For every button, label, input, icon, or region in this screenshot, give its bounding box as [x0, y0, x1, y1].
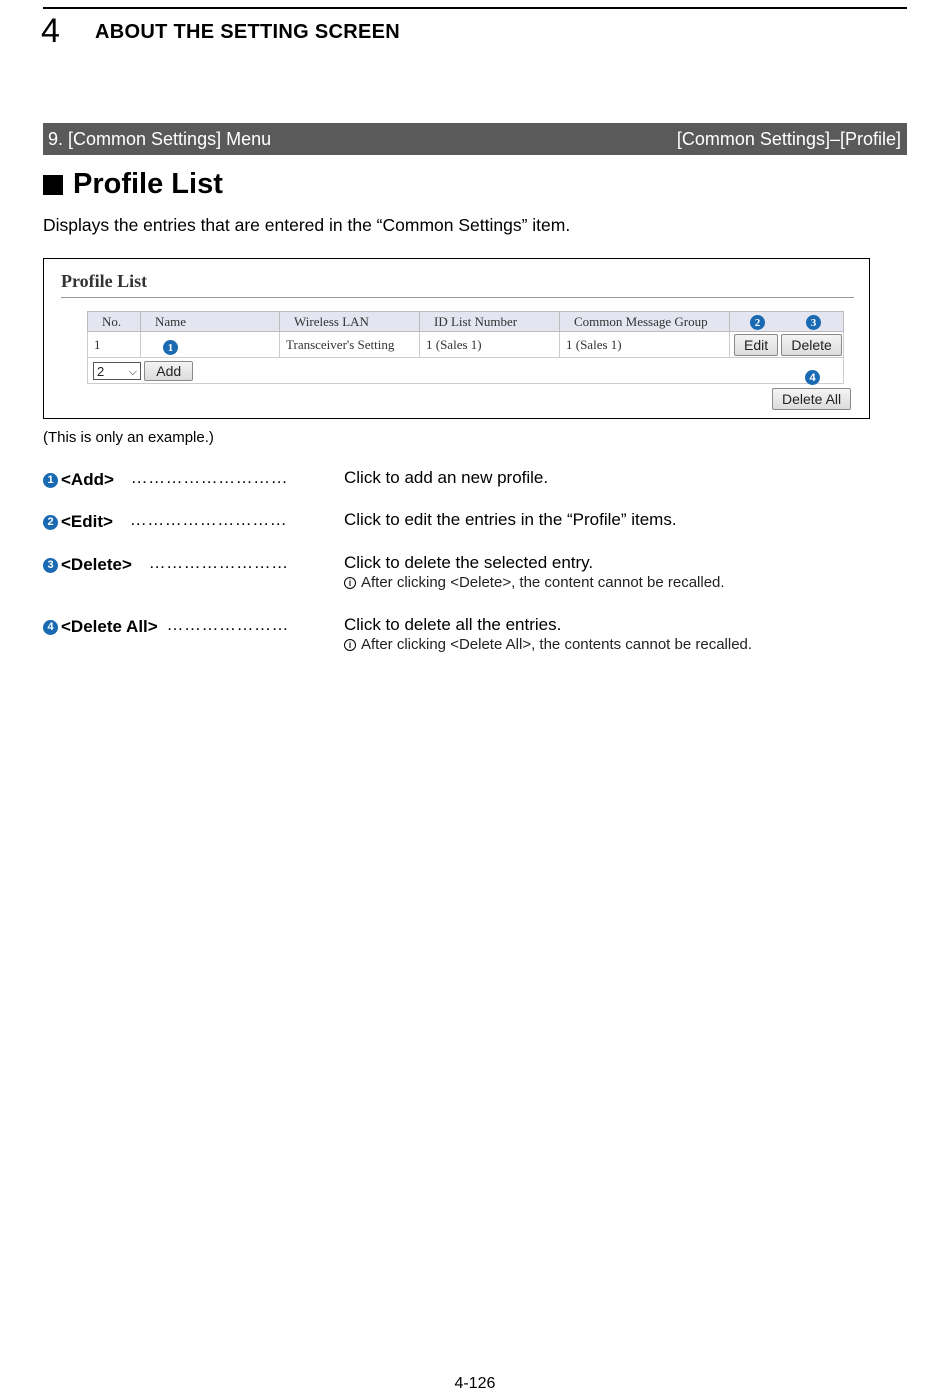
leader-dots: ……………………… [129, 510, 288, 529]
legend-item-edit [43, 510, 287, 532]
chevron-down-icon: ⌵ [128, 365, 137, 378]
legend-label [43, 555, 132, 575]
section-bar [43, 123, 907, 155]
col-header-id-list: ID List Number [420, 312, 560, 332]
callout-badge-3: 3 [806, 315, 821, 330]
screenshot-divider [61, 297, 854, 298]
legend-label [43, 470, 114, 490]
callout-badge-2: 2 [43, 515, 58, 530]
callout-badge-4: 4 [43, 620, 58, 635]
info-icon: i [344, 577, 356, 589]
screenshot-title: Profile List [61, 271, 148, 291]
legend-label-text: <Edit> [61, 512, 113, 531]
col-header-no: No. [88, 312, 141, 332]
page-heading [43, 168, 223, 201]
legend-label-text: <Delete All> [61, 617, 158, 636]
leader-dots: …………………… [148, 553, 289, 572]
leader-dots: ……………………… [130, 468, 289, 487]
profile-number-select[interactable] [93, 362, 141, 380]
cell-id-list: 1 (Sales 1) [420, 332, 560, 358]
section-path: [Common Settings]–[Profile] [676, 128, 901, 149]
legend-item-delete [43, 553, 289, 575]
delete-all-button[interactable]: Delete All [772, 388, 851, 410]
note-text: After clicking <Delete>, the content cannot be recalled. [361, 574, 725, 591]
add-button[interactable]: Add [144, 361, 193, 381]
select-value: 2 [97, 363, 105, 379]
cell-name [141, 332, 280, 358]
top-rule [43, 7, 907, 9]
legend-label-text: <Delete> [61, 555, 132, 574]
col-header-name: Name [141, 312, 280, 332]
add-row [88, 358, 844, 384]
legend-desc-delete: Click to delete the selected entry. [344, 553, 594, 572]
add-row-cell [88, 358, 844, 384]
edit-button[interactable]: Edit [734, 334, 778, 356]
col-header-message-group: Common Message Group [560, 312, 730, 332]
cell-wireless-lan: Transceiver's Setting [280, 332, 420, 358]
profile-table [87, 311, 844, 384]
legend-desc-add: Click to add an new profile. [344, 468, 549, 487]
cell-actions [730, 332, 844, 358]
callout-badge-3: 3 [43, 558, 58, 573]
delete-button[interactable]: Delete [781, 334, 841, 356]
legend-desc-edit: Click to edit the entries in the “Profile” items. [344, 510, 677, 529]
legend-label-text: <Add> [61, 470, 114, 489]
table-header-row [88, 312, 844, 332]
square-bullet-icon [43, 175, 63, 195]
page-number: 4-126 [454, 1375, 496, 1392]
cell-no: 1 [88, 332, 141, 358]
col-header-wireless-lan: Wireless LAN [280, 312, 420, 332]
legend-note-delete [344, 574, 725, 591]
callout-badge-2: 2 [750, 315, 765, 330]
screenshot-frame [43, 258, 870, 419]
cell-message-group: 1 (Sales 1) [560, 332, 730, 358]
chapter-number: 4 [41, 12, 60, 50]
legend-note-delete-all [344, 636, 752, 653]
note-text: After clicking <Delete All>, the contents cannot be recalled. [361, 636, 753, 653]
table-row [88, 332, 844, 358]
intro-text: Displays the entries that are entered in the “Common Settings” item. [43, 215, 571, 235]
legend-label [43, 512, 113, 532]
page-heading-text: Profile List [73, 168, 223, 200]
callout-badge-4: 4 [805, 370, 820, 385]
example-caption: (This is only an example.) [43, 429, 214, 446]
legend-item-delete-all [43, 615, 289, 637]
leader-dots: ………………… [166, 615, 289, 634]
legend-label [43, 617, 158, 637]
legend-desc-delete-all: Click to delete all the entries. [344, 615, 562, 634]
callout-badge-1: 1 [163, 340, 178, 355]
chapter-title: ABOUT THE SETTING SCREEN [95, 21, 400, 43]
section-title: 9. [Common Settings] Menu [48, 128, 272, 149]
legend-item-add [43, 468, 288, 490]
info-icon: i [344, 639, 356, 651]
col-header-actions [730, 312, 844, 332]
callout-badge-1: 1 [43, 473, 58, 488]
